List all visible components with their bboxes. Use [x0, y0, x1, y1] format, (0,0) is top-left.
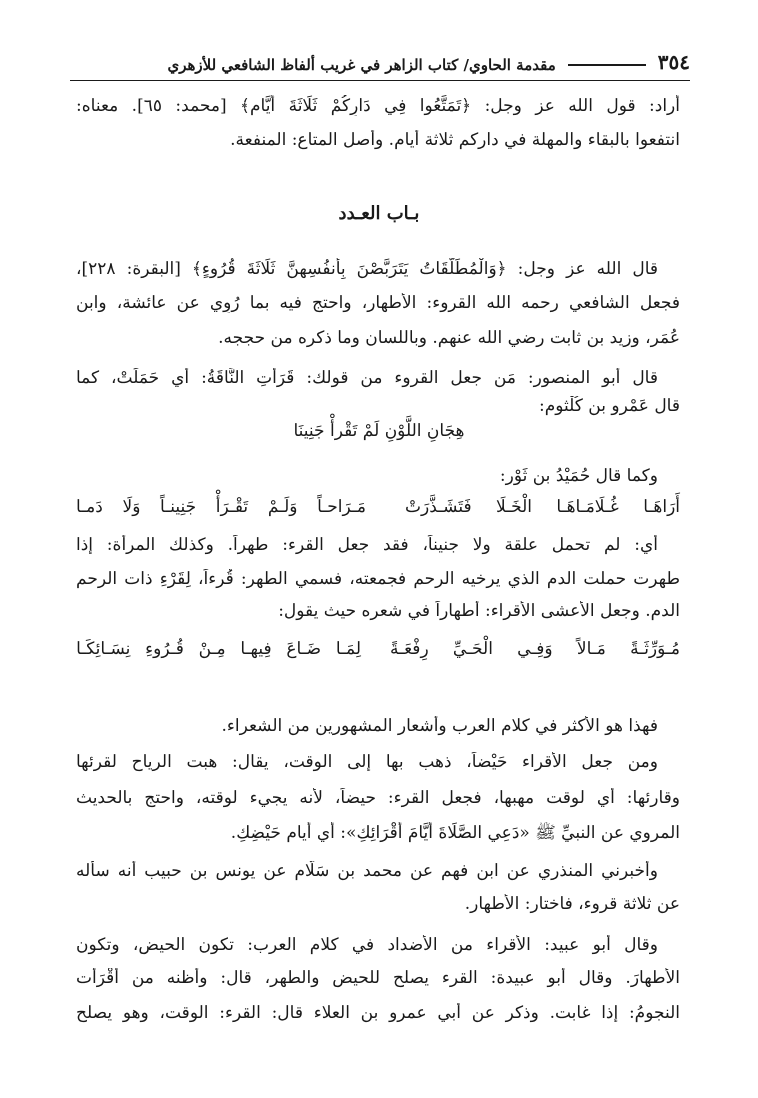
verse-first-hemistich: [390, 639, 680, 659]
verse-amr: هِجَانِ اللَّوْنِ لَمْ تَقْرأْ جَنِينَا: [293, 421, 465, 441]
verse-word: دَمـا: [76, 497, 103, 517]
text-line: انتفعوا بالبقاء والمهلة في داركم ثلاثة أيام. وأصل المتاع: المنفعة.: [230, 130, 680, 150]
text-line: وكما قال حُمَيْدُ بن ثَوْر:: [499, 466, 658, 486]
verse-word: الْحَـيِّ: [452, 639, 493, 659]
verse-word: مَـرَاحـاً: [317, 497, 366, 517]
verse-word: فَتَشَـذَّرَتْ: [405, 497, 472, 517]
text-line: الدم. وجعل الأعشى الأقراء: أطهاراً في شعره حيث يقول:: [278, 601, 680, 621]
text-line: ومن جعل الأقراء حَيْضاً، ذهب بها إلى الوقت، يقال: هبت الرياح لقرئها: [76, 752, 658, 772]
verse-first-hemistich: [405, 497, 680, 517]
verse-word: غُـلَامَـاهَـا: [556, 497, 619, 517]
verse-asha: [76, 639, 680, 659]
verse-word: تَقْـرَأْ: [215, 497, 249, 517]
verse-humaid: [76, 497, 680, 517]
text-line: طهرت حملت الدم الذي يرخيه الرحم فجمعته، فسمي الطهر: قُرءاً، لِقَرْءِ ذات الرحم: [76, 569, 680, 589]
text-line: عُمَر، وزيد بن ثابت رضي الله عنهم. وباللسان وما ذكره من حججه.: [218, 328, 680, 348]
verse-second-hemistich: [76, 497, 366, 517]
verse-word: وَلَا: [122, 497, 141, 517]
verse-word: رِفْعَـةً: [390, 639, 429, 659]
verse-word: وَفِـي: [517, 639, 553, 659]
text-line: قال أبو المنصور: مَن جعل القروء من قولك: قَرَأَتِ النَّاقَةُ: أي حَمَلَتْ، كما: [76, 368, 658, 388]
verse-word: لِمَـا: [335, 639, 361, 659]
verse-word: جَنِينـاً: [160, 497, 197, 517]
verse-word: وَلَـمْ: [267, 497, 298, 517]
section-title: بـاب العـدد: [338, 203, 420, 224]
text-line: الأطهارَ. وقال أبو عبيدة: القرء يصلح للحيض والطهر، قال: وأظنه من أَقْرَأَت: [76, 968, 680, 988]
verse-word: مَـالاً: [576, 639, 606, 659]
text-line: المروي عن النبيِّ ﷺ «دَعِي الصَّلَاةَ أَيَّامَ أَقْرَائِكِ»: أي أيام حَيْضِكِ.: [230, 823, 680, 843]
text-line: وقال أبو عبيد: الأقراء من الأضداد في كلام العرب: تكون الحيض، وتكون: [76, 935, 658, 955]
verse-word: أَرَاهَـا: [643, 497, 680, 517]
header-divider: [70, 80, 690, 81]
text-line: أراد: قول الله عز وجل: ﴿تَمَتَّعُوا فِي دَارِكُمْ ثَلَاثَةَ أَيَّامٍ﴾ [محمد: ٦٥]. معناه:: [76, 96, 680, 116]
text-line: قال الله عز وجل: ﴿وَالْمُطَلَّقَاتُ يَتَرَبَّصْنَ بِأَنفُسِهِنَّ ثَلَاثَةَ قُرُوءٍ﴾ [البقرة: ٢٢٨]،: [76, 259, 658, 279]
text-line: فجعل الشافعي رحمه الله القروء: الأطهار، واحتج فيه بما رُوِي عن عائشة، وابن: [76, 293, 680, 313]
verse-word: مُـوَرِّثَـةً: [630, 639, 680, 659]
page-number: ٣٥٤: [657, 50, 690, 74]
header-rule: [568, 64, 646, 66]
verse-word: ضَـاعَ: [286, 639, 322, 659]
text-line: وأخبرني المنذري عن ابن فهم عن محمد بن سَلّام عن يونس بن حبيب أنه سأله: [76, 861, 658, 881]
verse-word: نِسَـائِكَـا: [76, 639, 131, 659]
text-line: عن ثلاثة قروء، فاختار: الأطهار.: [464, 894, 680, 914]
text-line: أي: لم تحمل علقة ولا جنيناً، فقد جعل القرء: طهراً. وكذلك المرأة: إذا: [76, 535, 658, 555]
verse-word: فِيهـا: [240, 639, 272, 659]
running-header: [70, 44, 690, 74]
text-line: النجومُ: إذا غابت. وذكر عن أبي عمرو بن العلاء قال: القرء: الوقت، وهو يصلح: [76, 1003, 680, 1023]
verse-second-hemistich: [76, 639, 361, 659]
text-line: وقارئها: أي لوقت مهبها، فجعل القرء: حيضاً، لأنه يجيء لوقته، واحتج بالحديث: [76, 788, 680, 808]
verse-word: الْخَـلَا: [495, 497, 532, 517]
verse-word: مِـنْ: [198, 639, 226, 659]
verse-word: قُـرُوءِ: [145, 639, 184, 659]
text-line: فهذا هو الأكثر في كلام العرب وأشعار المشهورين من الشعراء.: [221, 716, 658, 736]
header-title: مقدمة الحاوي/ كتاب الزاهر في غريب ألفاظ الشافعي للأزهري: [167, 56, 556, 74]
text-line: قال عَمْرو بن كُلْثوم:: [539, 396, 680, 416]
